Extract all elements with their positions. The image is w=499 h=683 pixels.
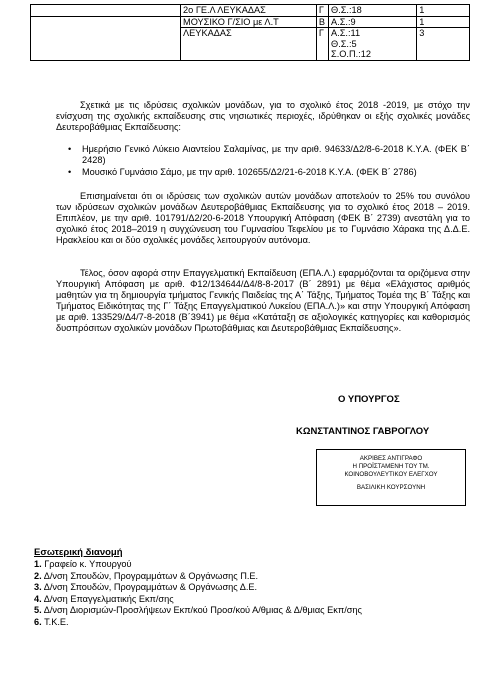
- certified-copy-stamp: [316, 449, 466, 506]
- list-number: 3.: [34, 582, 42, 592]
- list-text: Γραφείο κ. Υπουργού: [44, 559, 132, 569]
- bullet-item: [68, 167, 470, 178]
- stamp-line: ΒΑΣΙΛΙΚΗ ΚΟΥΡΣΟΥΝΗ: [356, 484, 426, 491]
- number-cell: 1: [417, 5, 470, 17]
- position-line: Α.Σ.:11: [331, 28, 361, 38]
- school-cell: 2ο ΓΕ.Λ ΛΕΥΚΑΔΑΣ: [181, 5, 317, 17]
- stamp-line: ΚΟΙΝΟΒΟΥΛΕΥΤΙΚΟΥ ΕΛΕΓΧΟΥ: [344, 471, 438, 478]
- schools-table: [30, 4, 470, 61]
- bullet-item: [68, 144, 470, 166]
- signature-name: ΚΩΝΣΤΑΝΤΙΝΟΣ ΓΑΒΡΟΓΛΟΥ: [296, 426, 430, 437]
- school-cell: ΛΕΥΚΑΔΑΣ: [181, 28, 317, 61]
- number-cell: 3: [417, 28, 470, 61]
- bullet-text: Μουσικό Γυμνάσιο Σάμο, με την αριθ. 102655/Δ2/21-6-2018 Κ.Υ.Α. (ΦΕΚ Β΄ 2786): [82, 167, 417, 177]
- positions-cell: [329, 28, 417, 61]
- bullet-icon: •: [68, 144, 72, 154]
- list-text: Δ/νση Διορισμών-Προσλήψεων Εκπ/κού Προσ/κού Α/θμιας & Δ/θμιας Εκπ/σης: [43, 605, 362, 615]
- list-number: 6.: [34, 616, 42, 627]
- list-item: [34, 582, 362, 594]
- bullet-text: Ημερήσιο Γενικό Λύκειο Αιαντείου Σαλαμίνας, με την αριθ. 94633/Δ2/8-6-2018 Κ.Υ.Α. (ΦΕΚ Β΄ 2428): [82, 144, 470, 165]
- paragraph-second: Επισημαίνεται ότι οι ιδρύσεις των σχολικών αυτών μονάδων αποτελούν το 25% του συνόλου των ιδρύσεων σχολικών μονάδων Δευτεροβάθμιας Εκπαίδευσης για το σχολικό έτος 2018 – 2019. Επιπλέον, με την αριθ. 101791/Δ2/20-6-2018 Υπουργική Απόφαση (ΦΕΚ Β΄ 2739) ανεστάλη για το σχολικό έτος 2018–2019 η συγχώνευση του Γυμνασίου Τεφελίου με το Γυμνάσιο Χάρακα της Δ.Δ.Ε. Ηρακλείου και οι δύο σχολικές μονάδες λειτουργούν αυτόνομα.: [56, 191, 470, 245]
- position-line: Σ.Ο.Π.:12: [331, 49, 371, 59]
- table-row: [31, 5, 470, 17]
- distribution-title: Εσωτερική διανομή: [34, 547, 123, 558]
- list-item: [34, 594, 362, 606]
- paragraph-third: Τέλος, όσον αφορά στην Επαγγελματική Εκπαίδευση (ΕΠΑ.Λ.) εφαρμόζονται τα οριζόμενα στην Υπουργική Απόφαση με αριθ. Φ12/134644/Δ4/8-8-2017 (Β΄ 2891) με θέμα «Ελάχιστος αριθμός μαθητών για τη δημιουργία τμήματος Γενικής Παιδείας της Α΄ Τάξης, Τμήματος Τομέα της Β΄ Τάξης και Τμήματος Ειδικότητας της Γ΄ Τάξης Επαγγελματικού Λυκείου (ΕΠΑ.Λ.)» και στην Υπουργική Απόφαση με αριθ. 133529/Δ4/7-8-2018 (Β΄3941) με θέμα «Κατάταξη σε αξιολογικές κατηγορίες και καθορισμός δυσπρόσιτων σχολικών μονάδων Πρωτοβάθμιας και Δευτεροβάθμιας Εκπαίδευσης».: [56, 268, 470, 333]
- bullet-icon: •: [68, 167, 72, 177]
- list-item: [34, 559, 362, 571]
- positions-cell: Α.Σ.:9: [329, 16, 417, 28]
- signature-role: Ο ΥΠΟΥΡΓΟΣ: [338, 394, 400, 405]
- positions-cell: Θ.Σ.:18: [329, 5, 417, 17]
- type-cell: Γ: [316, 28, 328, 61]
- paragraph-intro: Σχετικά με τις ιδρύσεις σχολικών μονάδων, για το σχολικό έτος 2018 -2019, με στόχο την ενίσχυση της σχολικής εκπαίδευσης στις νησιωτικές περιοχές, ιδρύθηκαν οι εξής σχολικές μονάδες Δευτεροβάθμιας Εκπαίδευσης:: [56, 100, 470, 132]
- list-text: Δ/νση Σπουδών, Προγραμμάτων & Οργάνωσης Π.Ε.: [43, 570, 259, 581]
- type-cell: Β: [316, 16, 328, 28]
- list-text: Δ/νση Σπουδών, Προγραμμάτων & Οργάνωσης Δ.Ε.: [43, 582, 258, 592]
- list-item: [34, 617, 362, 629]
- table-row: [31, 16, 470, 28]
- school-cell: ΜΟΥΣΙΚΟ Γ/ΣΙΟ με Λ.Τ: [181, 16, 317, 28]
- table-cell-empty: [31, 16, 181, 60]
- stamp-line: Η ΠΡΟΪΣΤΑΜΕΝΗ ΤΟΥ ΤΜ.: [352, 463, 430, 470]
- list-number: 1.: [34, 559, 42, 569]
- stamp-line: ΑΚΡΙΒΕΣ ΑΝΤΙΓΡΑΦΟ: [359, 455, 423, 462]
- list-number: 2.: [34, 570, 42, 581]
- list-number: 5.: [34, 605, 42, 615]
- list-item: [34, 571, 362, 583]
- list-text: Τ.Κ.Ε.: [44, 616, 69, 627]
- type-cell: Γ: [316, 5, 328, 17]
- distribution-list: [34, 559, 362, 628]
- list-text: Δ/νση Επαγγελματικής Εκπ/σης: [43, 593, 174, 604]
- number-cell: 1: [417, 16, 470, 28]
- table-cell-empty: [31, 5, 181, 17]
- position-line: Θ.Σ.:5: [331, 38, 357, 49]
- list-number: 4.: [34, 593, 42, 604]
- list-item: [34, 605, 362, 617]
